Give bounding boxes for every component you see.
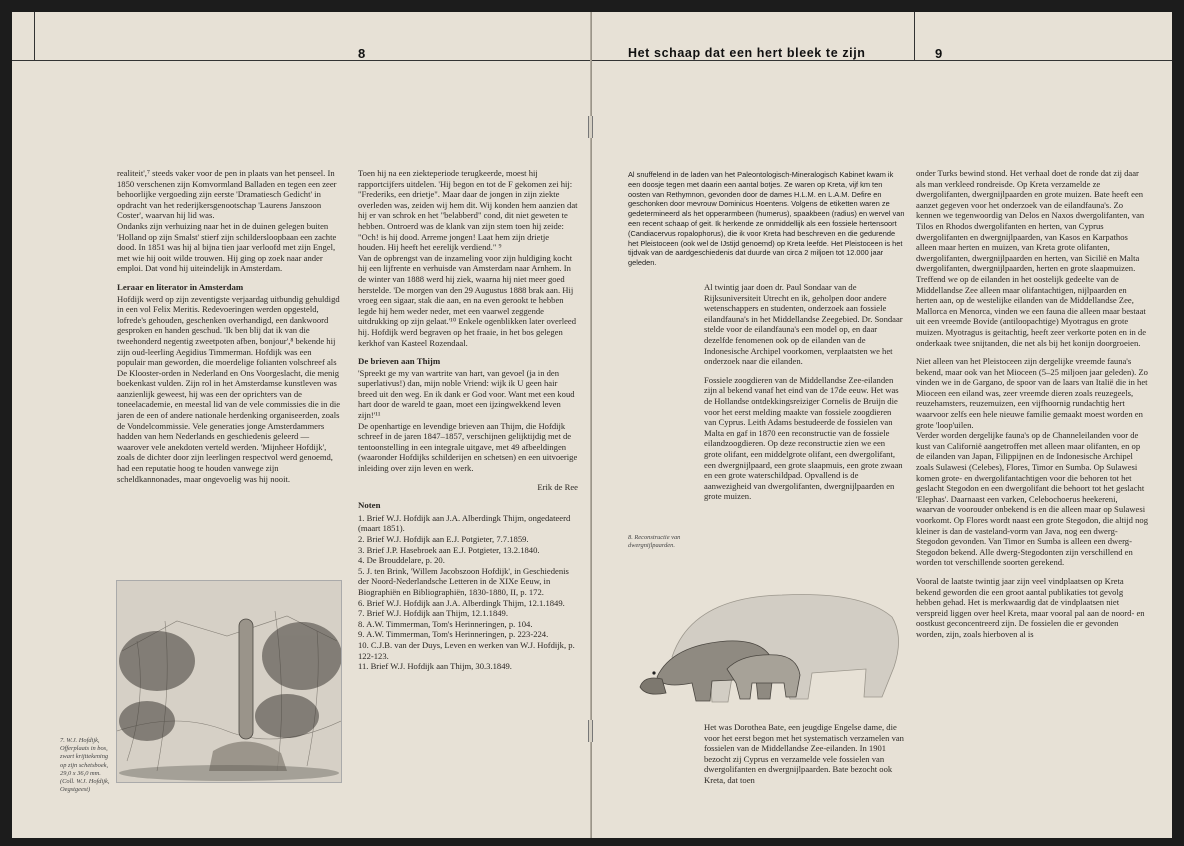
left-column-2	[358, 168, 578, 672]
section-heading: De brieven aan Thijm	[358, 356, 441, 367]
paragraph: Niet alleen van het Pleistoceen zijn dergelijke vreemde fauna's bekend, maar ook van het Mioceen (5–25 miljoen jaar geleden). Zo vinden we in de Gargano, de spoor van de laars van Italië die in het Mioceen een eiland was, zeer vreemde dieren zoals reuzegeels, reuzehamsters, reuzemuizen, een vijfhoornig rundachtig hert waarvoor zelfs een hele nieuwe familie gemaakt moest worden en grote 'loop'uilen.	[916, 356, 1148, 430]
note-item: 8. A.W. Timmerman, Tom's Herinneringen, p. 104.	[358, 618, 533, 629]
notes-list	[358, 513, 578, 672]
page-number: 8	[358, 46, 366, 61]
paragraph: onder Turks bewind stond. Het verhaal doet de ronde dat zij daar als man verkleed rondreisde. Op Kreta verzamelde ze dwergolifanten, dwergnijlpaarden en grote muizen. Bate heeft een aanzet gegeven voor het onderzoek van de eilandfauna's. Zo kennen we tegenwoordig van Delos en Naxos dwergolifanten, van Tilos en Rhodos dwergolifanten en herten, van Cyprus dwergolifanten en dwergnijlpaarden, van Kasos en Karpathos alleen maar herten en muizen, van Kreta grote olifanten, dwergolifanten, dwergnijlpaarden en herten, van Sicilië en Malta dwergolifanten, dwergnijlpaarden, herten en grote slaapmuizen.	[916, 168, 1145, 274]
header-rule	[12, 60, 592, 61]
left-column-1	[117, 168, 341, 484]
page-number: 9	[935, 46, 943, 61]
paragraph: Het was Dorothea Bate, een jeugdige Engelse dame, die voor het eerst begon met het systematisch verzamelen van fossielen van de Middellandse Zee-eilanden. In 1901 bezocht zij Cyprus en verzamelde vele fossielen van dwergolifanten en dwergnijlpaarden. Bate bezocht ook Kreta, dat toen	[704, 722, 904, 785]
hippopotamus-illustration	[632, 557, 904, 709]
right-column-1	[704, 282, 904, 502]
staple-mark	[588, 720, 593, 742]
note-item: 10. C.J.B. van der Duys, Leven en werken van W.J. Hofdijk, p. 122-123.	[358, 639, 575, 661]
note-item: 5. J. ten Brink, 'Willem Jacobszoon Hofdijk', in Geschiedenis der Noord-Nederlandsche Letteren in de XIXe Eeuw, in Biographiën en Bibliographiën, 1830-1880, II, p. 172.	[358, 565, 569, 597]
paragraph: Hofdijk werd op zijn zeventigste verjaardag uitbundig gehuldigd in een vol Felix Meritis. Redevoeringen werden opgesteld, lofrede's gehouden, geschenken overhandigd, een dankwoord gesproken en handen geschud. 'Ik ben blij dat ik van die tweehonderd negentig zweetpoten afben, bonjour',⁸ bekende hij zijn oud-leerling Aegidius Timmerman. Hofdijk was een populair man geworden, die moerdelige folianten volschreef als De Klooster-orden in Nederland en Ons Voorgeslacht, die menig boekenkast vulden. Zijn rol in het Amsterdamse kunstleven was aanzienlijk geweest, hij was een der oprichters van de toneelacademie, en meestal lid van de vele commissies die in die jaren de een of andere nationale herdenking organiseerden, zoals de Vondelcommissie. Vele generaties jonge Amsterdammers hadden van hem Nederlands en geschiedenis geleerd — waarover vele anekdoten verteld werden. 'Mijnheer Hofdijk', zoals de dichter door zijn leerlingen respectvol werd genoemd, had een reputatie hoog te houden vanwege zijn scheldkannonades, maar ongevoelig was hij nooit.	[117, 293, 341, 484]
note-item: 4. De Brouddelare, p. 20.	[358, 555, 445, 566]
figure-caption: 8. Reconstructie van dwergnijlpaarden.	[628, 534, 681, 550]
paragraph: De openhartige en levendige brieven aan Thijm, die Hofdijk schreef in de jaren 1847–1857, verschijnen gelijktijdig met de tentoonstelling in een integrale uitgave, met 49 afbeeldingen (waaronder Hofdijks schilderijen en schetsen) en een uitvoerige inleiding over zijn leven en werk.	[358, 420, 578, 474]
note-item: 3. Brief J.P. Hasebroek aan E.J. Potgieter, 13.2.1840.	[358, 544, 540, 555]
running-head: Het schaap dat een hert bleek te zijn	[628, 46, 866, 60]
note-item: 2. Brief W.J. Hofdijk aan E.J. Potgieter, 7.7.1859.	[358, 534, 529, 544]
margin-tick	[34, 12, 35, 60]
author-signature: Erik de Ree	[537, 481, 578, 492]
right-column-2	[916, 168, 1148, 640]
paragraph: Vooral de laatste twintig jaar zijn veel vindplaatsen op Kreta bekend geworden die een groot aantal publikaties tot gevolg hebben gehad. Het is merkwaardig dat de vindplaatsen niet verspreid liggen over heel Kreta, maar vooral pal aan de noord- en oostkust geconcentreerd zijn. De fossielen die er gevonden worden, zijn, zoals hierboven al is	[916, 575, 1145, 639]
right-page	[592, 12, 1172, 838]
magazine-spread	[12, 12, 1172, 838]
figure-caption: 7. W.J. Hofdijk, Offerplaats in bos, zwart krijttekening op zijn schetsboek, 29,0 x 36,0 mm. (Coll. W.J. Hofdijk, Oegstgeest)	[60, 737, 110, 794]
note-item: 1. Brief W.J. Hofdijk aan J.A. Alberdingk Thijm, ongedateerd (maart 1851).	[358, 512, 571, 534]
paragraph: Fossiele zoogdieren van de Middellandse Zee-eilanden zijn al bekend vanaf het eind van de 17de eeuw. Het was de Hollandse ontdekkingsreiziger Cornelis de Bruijn die voor het eerst melding maakte van fossiele zoogdieren van Cyprus. Leith Adams bestudeerde de fossielen van Malta en gaf in 1870 een reconstructie van de fossiele eilandzoogdieren. Op deze reconstructie zien we een grote olifant, een middelgrote olifant, een dwergolifant, een dwergnijlpaard, een grote slaapmuis, een grote zwaan en een grote waterschildpad. Opvallend is de aanwezigheid van dwergolifanten, dwergnijlpaarden en grote muizen.	[704, 374, 903, 502]
left-page	[12, 12, 592, 838]
drawing-offerplaats	[116, 580, 342, 783]
staple-mark	[588, 116, 593, 138]
note-item: 7. Brief W.J. Hofdijk aan Thijm, 12.1.1849.	[358, 608, 508, 619]
paragraph: Toen hij na een ziekteperiode terugkeerde, moest hij rapportcijfers uitdelen. 'Hij begon en tot de F gekomen zei hij: "Frederiks, een drietje". Maar daar de jongen in zijn ziekte overleden was, zeiden wij hem dit. Wij konden hem aanzien dat hij er van schrok en het "belabberd" cond, dit niet geweten te hebben. Ontroerd was de klank van zijn stem toen hij zeide: "Och! is hij dood. Arreme jongen! Laat hem zijn drietje houden. Hij heeft het eerelijk verdiend." ⁹	[358, 168, 578, 253]
paragraph: realiteit',⁷ steeds vaker voor de pen in plaats van het penseel. In 1850 verschenen zijn Komvormland Balladen en tegen een zeer behoorlijke vergoeding zijn eerste 'Dramatiesch Gedicht' in opdracht van het rederijkersgenootschap 'Laurens Janszoon Coster', waarvan hij lid was.	[117, 168, 337, 221]
notes-heading: Noten	[358, 500, 381, 511]
right-column-1-bottom	[704, 722, 904, 786]
paragraph: Al twintig jaar doen dr. Paul Sondaar van de Rijksuniversiteit Utrecht en ik, geholpen door andere wetenschappers en studenten, onderzoek aan fossiele eilandfauna's in het Middellandse Zeegebied. Dr. Sondaar stelde voor de eilandfauna's een model op, en daar dezelfde fenomenen ook op de eilanden van de Indonesische Archipel voorkomen, verplaatsten we het onderzoek naar die eilanden.	[704, 282, 903, 367]
note-item: 6. Brief W.J. Hofdijk aan J.A. Alberdingk Thijm, 12.1.1849.	[358, 597, 565, 608]
forest-sketch-illustration	[117, 581, 341, 782]
note-item: 9. A.W. Timmerman, Tom's Herinneringen, p. 223-224.	[358, 629, 549, 640]
paragraph: Verder worden dergelijke fauna's op de Channeleilanden voor de kust van Californië aangetroffen met alleen maar olifanten, en op de eilanden van Japan, Filippijnen en de Indonesische Archipel zoals Sulawesi (Celebes), Flores, Timor en Sumba. Op Sulawesi komen grote- en dwergolifantachtigen voor die behoren tot het geslacht Stegodon en een dwergolifant die behoort tot het geslacht 'Elephas'. Daarnaast een varken, Celebochoerus heekereni, waarvan de voorouder onbekend is en die alleen maar op Sulawesi voorkomt. Op Flores wordt naast een grote Stegodon, die altijd nog kleiner is dan de vasteland-vorm van Java, nog een dwerg-Stegodon gevonden. Van Timor en Sumba is alleen een dwerg-Stegodon bekend. Alle dwerg-Stegodonten zijn verschillend en worden tot verschillende soorten gerekend.	[916, 430, 1148, 568]
paragraph: Treffend we op de eilanden in het oostelijk gedeelte van de Middellandse Zee alleen maar olifantachtigen, nijlpaarden en herten aan, op de westelijke eilanden van de Middellandse Zee, Mallorca en Menorca, vinden we een fauna die alleen maar bestaat uit een vreemde Bovide (antiloopachtige) Myotragus en grote muizen. Myotragus is geitachtig, heeft zeer verkorte poten en in de onderkaak twee snijtanden, die net als bij het konijn doorgroeien.	[916, 273, 1147, 348]
drawing-dwarf-hippos	[632, 557, 904, 709]
paragraph: Van de opbrengst van de inzameling voor zijn huldiging kocht hij een lijfrente en verhuisde van Amsterdam naar Arnhem. In de winter van 1888 werd hij ziek, waarna hij niet meer goed herstelde. 'De morgen van den 29 Augustus 1888 brak aan. Hij vroeg een sigaar, stak die aan, en na even gerookt te hebben legde hij hem weder neder, met een vaarwel zeggende uitdrukking op zijn gelaat.'¹⁰ Enkele ogenblikken later overleed hij. Hofdijk werd begraven op het fraaie, in het bos gelegen kerkhof van Kasteel Rozendaal.	[358, 252, 577, 348]
note-item: 11. Brief W.J. Hofdijk aan Thijm, 30.3.1849.	[358, 661, 512, 672]
intro-paragraph: Al snuffelend in de laden van het Paleontologisch-Mineralogisch Kabinet kwam ik een doosje tegen met daarin een aantal botjes. Ze waren op Kreta, vijf km ten oosten van Rethymnon, gevonden door de dames H.L.M. en L.A.M. Defire en geschonken door mevrouw Dominicus Hoentens. Volgens de etiketten waren ze gedetermineerd als het opperarmbeen (humerus), spaakbeen (radius) en wervel van een recent schaap of geit. Ik herkende ze onmiddellijk als een fossiele hertensoort (Candiacervus ropalophorus), die ik voor Kreta had beschreven en die gedurende het Pleistoceen (ook wel de IJstijd genoemd) op Kreta leefde. Het Pleistoceen is het tijdvak van de aardgeschiedenis dat duurde van circa 2 miljoen tot 12.000 jaar geleden.	[628, 170, 905, 268]
header-divider	[914, 12, 915, 60]
section-heading: Leraar en literator in Amsterdam	[117, 281, 244, 292]
paragraph: Ondanks zijn verhuizing naar het in de duinen gelegen buiten 'Holland op zijn Smalst' stierf zijn schildersloopbaan een zachte dood. In 1851 was hij al bijna tien jaar verloofd met zijn Engel, met wie hij ooit wilde trouwen. Hij ging op zoek naar ander emploi. Dat vond hij uiteindelijk in Amsterdam.	[117, 220, 337, 274]
header-rule	[592, 60, 1172, 61]
paragraph: 'Spreekt ge my van wartrite van hart, van gevoel (ja in den superlativus!) dan, mijn noble Vriend: wijk ik U geen hair breed uit den weg. En ik dank er God voor. Want met een koud hart door de wareld te gaan, moet een ijzingwekkend leven zijn!'¹¹	[358, 367, 575, 421]
